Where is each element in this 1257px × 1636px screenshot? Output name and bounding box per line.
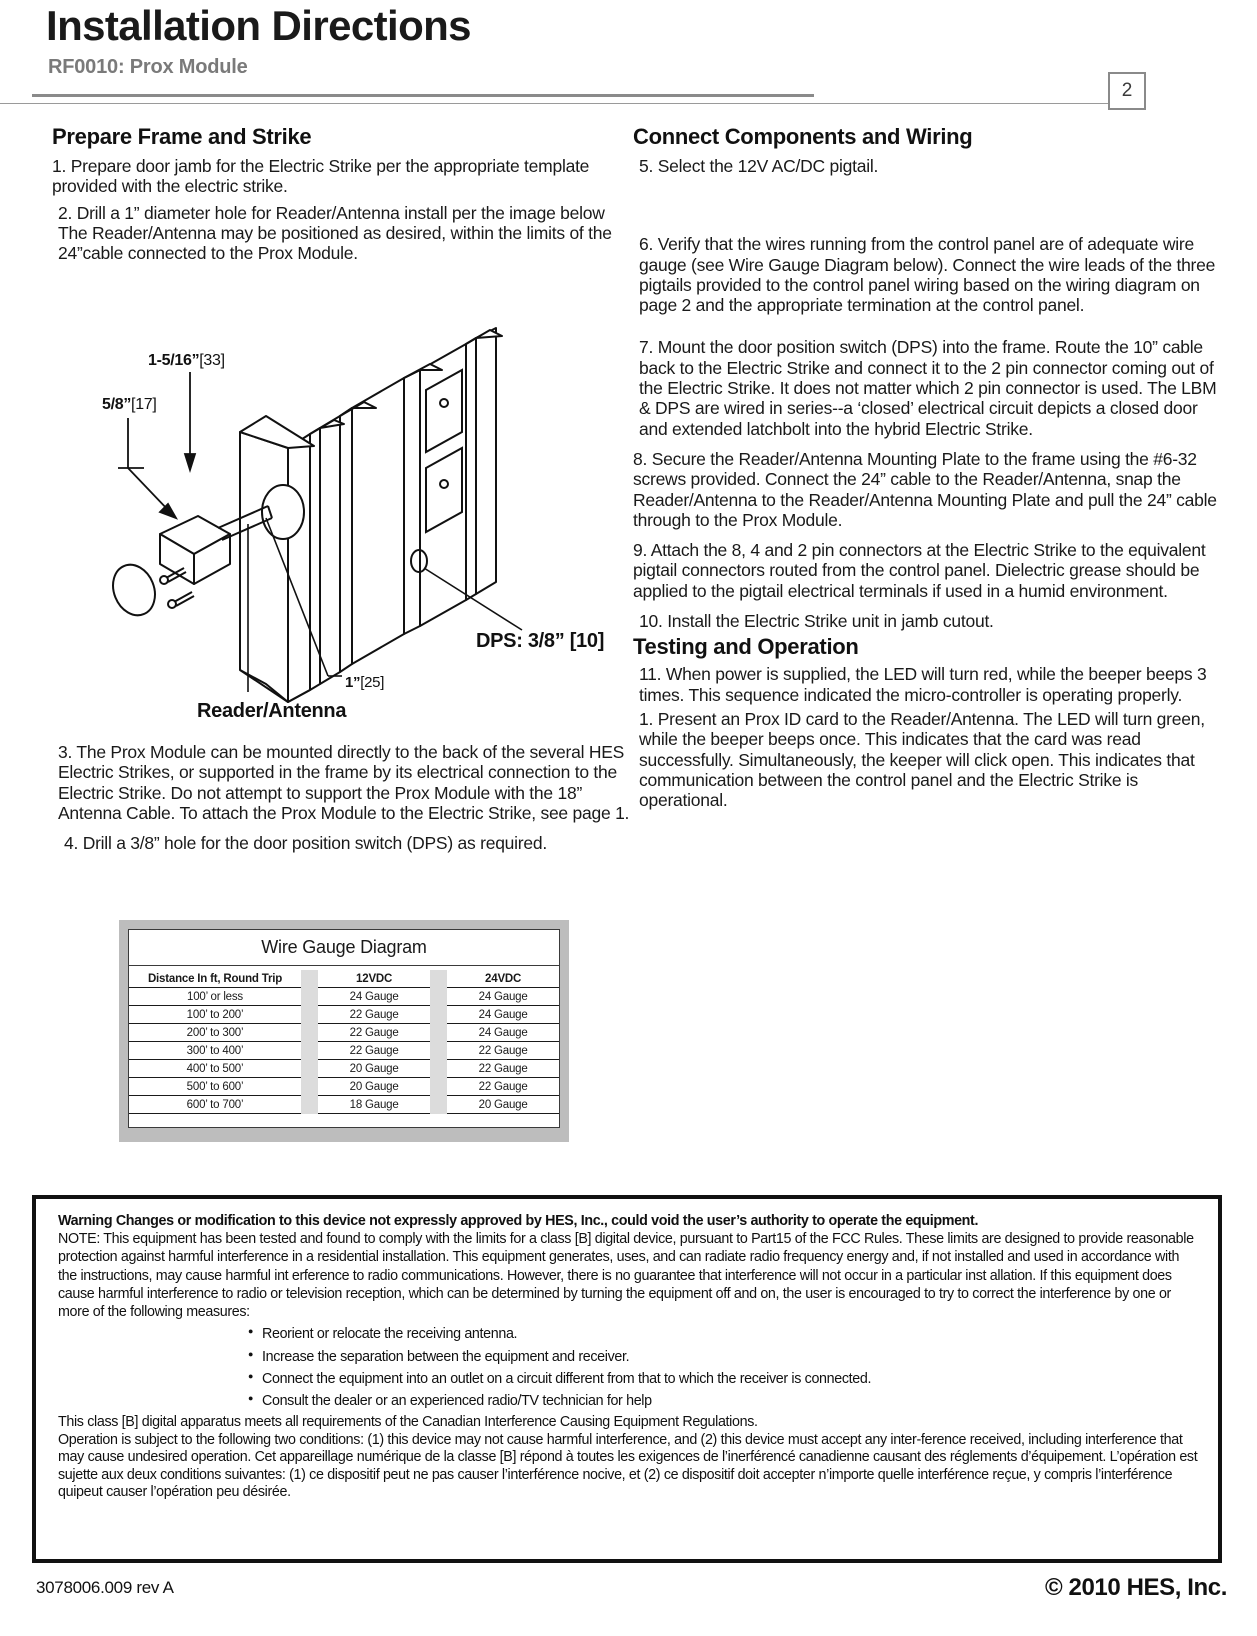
step-10: 10. Install the Electric Strike unit in jamb cutout. [639, 611, 994, 632]
page-number-badge: 2 [1108, 72, 1146, 110]
wire-gauge-diagram-panel [119, 920, 569, 1142]
cell-24vdc: 22 Gauge [447, 1060, 559, 1078]
cell-24vdc: 24 Gauge [447, 1006, 559, 1024]
cell-spacer [301, 1096, 318, 1114]
step-12: 1. Present an Prox ID card to the Reader/Antenna. The LED will turn green, while the beeper beeps once. This indicates that the card was read successfully. Simultaneously, the keeper will click open. This indicates that communication between the control panel and the Electric Strike is operational. [639, 708, 1205, 811]
dimension-label-top: 1-5/16”[33] [148, 352, 225, 369]
dimension-label-dps: DPS: 3/8” [10] [476, 630, 605, 652]
step-9: 9. Attach the 8, 4 and 2 pin connectors at the Electric Strike to the equivalent pigtail connectors routed from the control panel. Dielectric grease should be applied to the pigtail electrical terminals if used in a humid environment. [633, 540, 1206, 601]
cell-distance: 300’ to 400’ [129, 1042, 301, 1060]
table-row [129, 1078, 559, 1096]
fcc-warning-box [32, 1195, 1222, 1563]
table-row [129, 988, 559, 1006]
cell-spacer [301, 1024, 318, 1042]
cell-12vdc: 22 Gauge [318, 1024, 430, 1042]
step-4: 4. Drill a 3/8” hole for the door position switch (DPS) as required. [64, 833, 547, 854]
step-11: 11. When power is supplied, the LED will turn red, while the beeper beeps 3 times. This sequence indicated the micro-controller is operating properly. [639, 664, 1207, 705]
step-3: 3. The Prox Module can be mounted directly to the back of the several HES Electric Strikes, or supported in the frame by its electrical connection to the Electric Strike. Do not attempt to support the Prox Module with the 18” Antenna Cable. To attach the Prox Module to the Electric Strike, see page 1. [58, 742, 630, 823]
page-header [0, 0, 1257, 110]
column-spacer [301, 970, 318, 988]
cell-distance: 100’ to 200’ [129, 1006, 301, 1024]
wire-gauge-title: Wire Gauge Diagram [129, 930, 559, 966]
left-column [52, 124, 622, 269]
page-title: Installation Directions [46, 2, 471, 49]
table-row [129, 1042, 559, 1060]
cell-12vdc: 24 Gauge [318, 988, 430, 1006]
section-heading-testing-operation: Testing and Operation [633, 634, 859, 660]
cell-spacer [430, 1024, 447, 1042]
column-header-distance: Distance In ft, Round Trip [129, 970, 301, 988]
cell-distance: 200’ to 300’ [129, 1024, 301, 1042]
cell-spacer [301, 988, 318, 1006]
column-header-24vdc: 24VDC [447, 970, 559, 988]
column-header-12vdc: 12VDC [318, 970, 430, 988]
cell-12vdc: 22 Gauge [318, 1042, 430, 1060]
cell-spacer [430, 1096, 447, 1114]
cell-spacer [430, 1006, 447, 1024]
cell-spacer [301, 1060, 318, 1078]
cell-12vdc: 20 Gauge [318, 1078, 430, 1096]
section-heading-prepare-frame: Prepare Frame and Strike [52, 124, 312, 149]
step-8: 8. Secure the Reader/Antenna Mounting Plate to the frame using the #6-32 screws provided. Connect the 24” cable to the Reader/Antenna, snap the Reader/Antenna to the Reader/Antenna Mounting Plate and pull the 24” cable through to the Prox Module. [633, 448, 1217, 530]
column-spacer [430, 970, 447, 988]
label-reader-antenna: Reader/Antenna [197, 700, 347, 722]
frame-strike-illustration [52, 272, 622, 732]
cell-spacer [301, 1078, 318, 1096]
table-header-row [129, 970, 559, 988]
table-row [129, 1024, 559, 1042]
table-row [129, 1006, 559, 1024]
cell-spacer [430, 1078, 447, 1096]
header-divider-long [0, 103, 1108, 104]
cell-12vdc: 20 Gauge [318, 1060, 430, 1078]
cell-spacer [430, 1060, 447, 1078]
cell-distance: 500’ to 600’ [129, 1078, 301, 1096]
right-column [633, 124, 1218, 816]
step-7: 7. Mount the door position switch (DPS) into the frame. Route the 10” cable back to the Electric Strike and connect it to the 2 pin connector coming out of the Electric Strike. It does not matter which 2 pin connector is used. The LBM & DPS are wired in series--a ‘closed’ electrical circuit depicts a closed door and extended latchbolt into the hybrid Electric Strike. [639, 337, 1217, 439]
fcc-note-text: NOTE: This equipment has been tested and found to comply with the limits for a class [B] digital device, pursuant to Part15 of the FCC Rules. These limits are designed to provide reasonable protection against harmful interference in a residential installation. This equipment generates, uses, and can radiate radio frequency energy and, if not installed and used in accordance with the instructions, may cause harmful int erference to radio communications. However, there is no guarantee that interference will not occur in a particular inst allation. If this equipment does cause harmful interference to radio or television reception, which can be determined by turning the equipment off and on, the user is encouraged to try to correct the interference by one or more of the following measures: [58, 1231, 1194, 1321]
wire-gauge-table [129, 970, 559, 1114]
table-row [129, 1096, 559, 1114]
left-column-lower-steps [52, 742, 632, 859]
cell-spacer [430, 988, 447, 1006]
cell-24vdc: 22 Gauge [447, 1042, 559, 1060]
list-item: ● Reorient or relocate the receiving antenna. [248, 1323, 1200, 1345]
table-row [129, 1060, 559, 1078]
page-subtitle: RF0010: Prox Module [48, 56, 248, 78]
section-heading-connect-components: Connect Components and Wiring [633, 124, 973, 149]
cell-distance: 100’ or less [129, 988, 301, 1006]
step-6: 6. Verify that the wires running from the control panel are of adequate wire gauge (see Wire Gauge Diagram below). Connect the wire leads of the three pigtails provided to the control panel wiring based on the wiring diagram on page 2 and the appropriate termination at the control panel. [639, 234, 1216, 316]
frame-strike-diagram [52, 272, 622, 732]
list-item: ● Consult the dealer or an experienced radio/TV technician for help [248, 1390, 1200, 1412]
cell-12vdc: 22 Gauge [318, 1006, 430, 1024]
cell-spacer [301, 1006, 318, 1024]
canadian-regulations-text: This class [B] digital apparatus meets all requirements of the Canadian Interference Causing Equipment Regulations. [58, 1414, 758, 1431]
operating-conditions-text: Operation is subject to the following two conditions: (1) this device may not cause harmful interference, and (2) this device must accept any inter-ference received, including interference that may cause undesired operation. Cet appareillage numérique de la classe [B] répond à toutes les exigences de l’inerférencé canadienne causant des réglements d’équipement. L’opération est sujette aux deux conditions suivantes: (1) ce dispositif peut ne pas causer l’interférence nocive, et (2) ce dispositif doit accepter n’importe quelle interférence reçue, y compris l’interférence quipeut causer l’opération peu désirée. [58, 1432, 1198, 1500]
dimension-label-hole: 1”[25] [345, 674, 385, 691]
cell-24vdc: 24 Gauge [447, 988, 559, 1006]
cell-distance: 400’ to 500’ [129, 1060, 301, 1078]
cell-spacer [301, 1042, 318, 1060]
list-item: ● Connect the equipment into an outlet on a circuit different from that to which the receiver is connected. [248, 1368, 1200, 1390]
cell-24vdc: 20 Gauge [447, 1096, 559, 1114]
step-2: 2. Drill a 1” diameter hole for Reader/Antenna install per the image below The Reader/Antenna may be positioned as desired, within the limits of the 24”cable connected to the Prox Module. [58, 202, 612, 264]
header-divider-short [32, 94, 814, 97]
cell-distance: 600’ to 700’ [129, 1096, 301, 1114]
cell-12vdc: 18 Gauge [318, 1096, 430, 1114]
copyright-notice: © 2010 HES, Inc. [1044, 1574, 1227, 1601]
list-item: ● Increase the separation between the equipment and receiver. [248, 1346, 1200, 1368]
warning-headline: Warning Changes or modification to this device not expressly approved by HES, Inc., could void the user’s authority to operate the equipment. [58, 1213, 979, 1229]
dimension-label-left: 5/8”[17] [102, 396, 157, 413]
cell-spacer [430, 1042, 447, 1060]
cell-24vdc: 24 Gauge [447, 1024, 559, 1042]
step-1: 1. Prepare door jamb for the Electric Strike per the appropriate template provided with the electric strike. [52, 156, 590, 197]
cell-24vdc: 22 Gauge [447, 1078, 559, 1096]
step-5: 5. Select the 12V AC/DC pigtail. [639, 156, 879, 176]
document-number: 3078006.009 rev A [36, 1578, 174, 1597]
fcc-measures-list [58, 1323, 1200, 1412]
